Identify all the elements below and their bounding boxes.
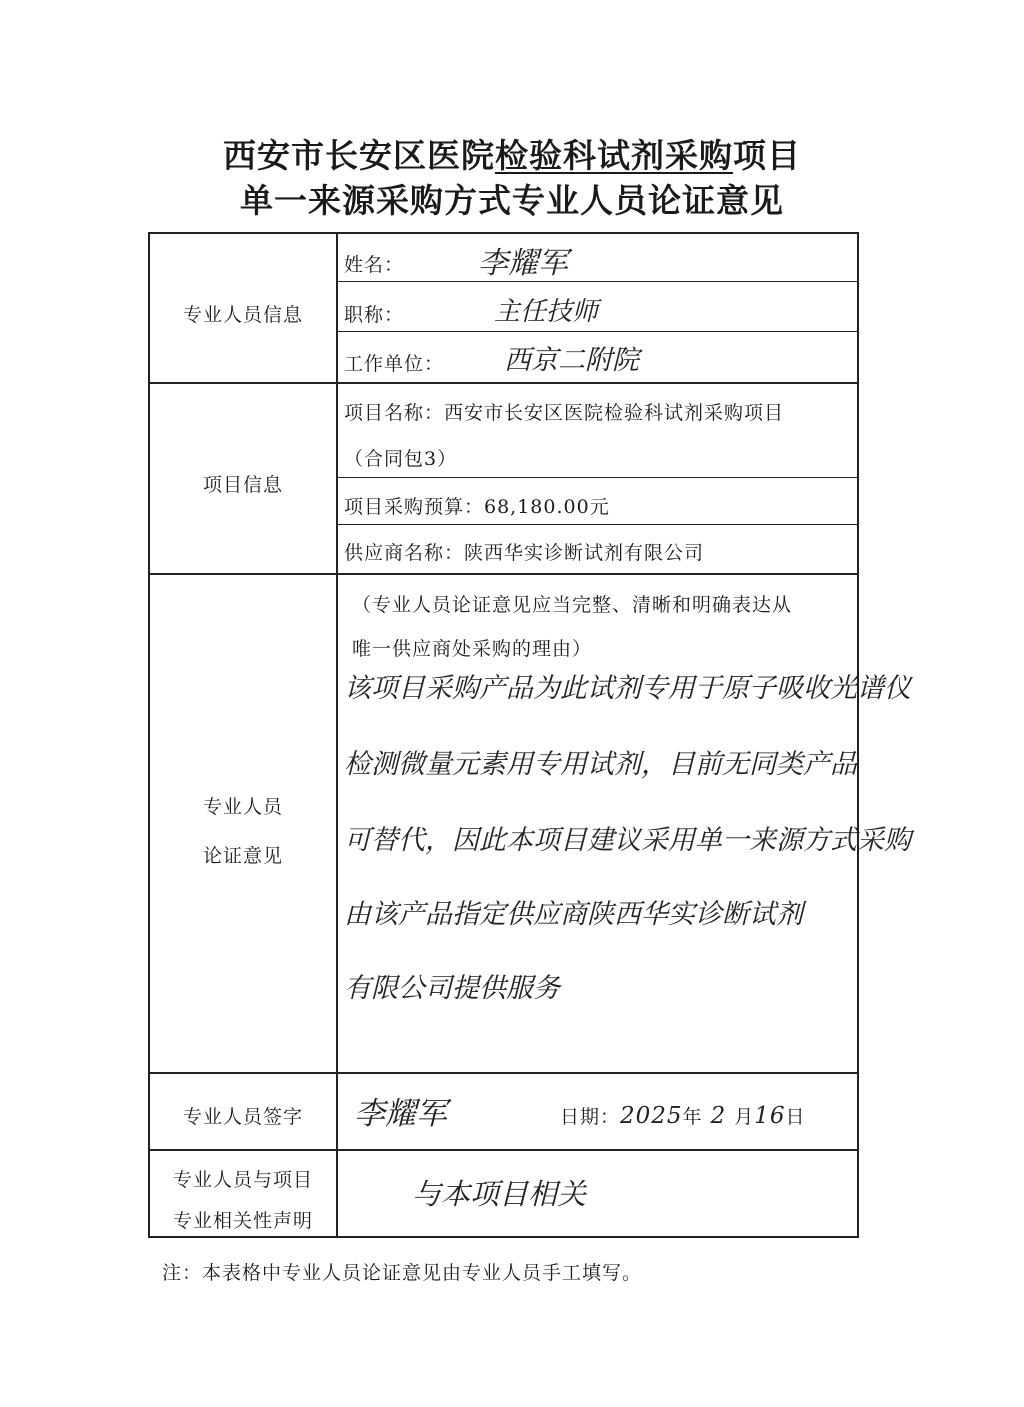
document-title-line-1: 西安市长安区医院检验科试剂采购项目 <box>223 136 801 175</box>
opinion-handwritten-line-1: 该项目采购产品为此试剂专用于原子吸收光谱仪 <box>344 673 911 704</box>
opinion-handwritten-line-2: 检测微量元素用专用试剂，目前无同类产品 <box>344 749 857 780</box>
title-underlined-text: 检验科试剂采购 <box>495 136 733 175</box>
project-name-line-1: 项目名称：西安市长安区医院检验科试剂采购项目 <box>344 402 785 424</box>
job-title-handwritten: 主任技师 <box>494 297 599 327</box>
document-title-line-2: 单一来源采购方式专业人员论证意见 <box>240 181 784 220</box>
personnel-section-label: 专业人员信息 <box>182 304 303 326</box>
project-budget: 项目采购预算：68,180.00元 <box>344 496 610 518</box>
work-unit-label: 工作单位： <box>344 353 445 375</box>
relevance-label-1: 专业人员与项目 <box>172 1169 313 1191</box>
date-label: 日期： <box>560 1106 621 1128</box>
supplier-name: 供应商名称：陕西华实诊断试剂有限公司 <box>344 542 705 564</box>
opinion-handwritten-line-5: 有限公司提供服务 <box>344 973 560 1004</box>
opinion-section-label-1: 专业人员 <box>202 796 283 818</box>
opinion-instruction-1: （专业人员论证意见应当完整、清晰和明确表达从 <box>352 594 793 616</box>
date-field: 日期：2025年 2 月16日 <box>560 1103 806 1129</box>
opinion-section-label-2: 论证意见 <box>202 845 283 867</box>
relevance-handwritten: 与本项目相关 <box>412 1177 587 1211</box>
signature-handwritten: 李耀军 <box>354 1096 447 1132</box>
form-table <box>148 232 911 1238</box>
name-label: 姓名： <box>344 254 405 276</box>
signature-label: 专业人员签字 <box>182 1106 303 1128</box>
relevance-label-2: 专业相关性声明 <box>172 1210 313 1232</box>
footnote: 注：本表格中专业人员论证意见由专业人员手工填写。 <box>162 1262 643 1284</box>
job-title-label: 职称： <box>344 304 405 326</box>
work-unit-handwritten: 西京二附院 <box>504 345 639 376</box>
project-name-line-2: （合同包3） <box>344 448 458 470</box>
opinion-handwritten-line-4: 由该产品指定供应商陕西华实诊断试剂 <box>344 899 803 930</box>
name-handwritten: 李耀军 <box>478 246 568 281</box>
project-section-label: 项目信息 <box>202 474 283 496</box>
opinion-instruction-2: 唯一供应商处采购的理由） <box>352 638 593 660</box>
opinion-handwritten-line-3: 可替代，因此本项目建议采用单一来源方式采购 <box>344 825 911 856</box>
